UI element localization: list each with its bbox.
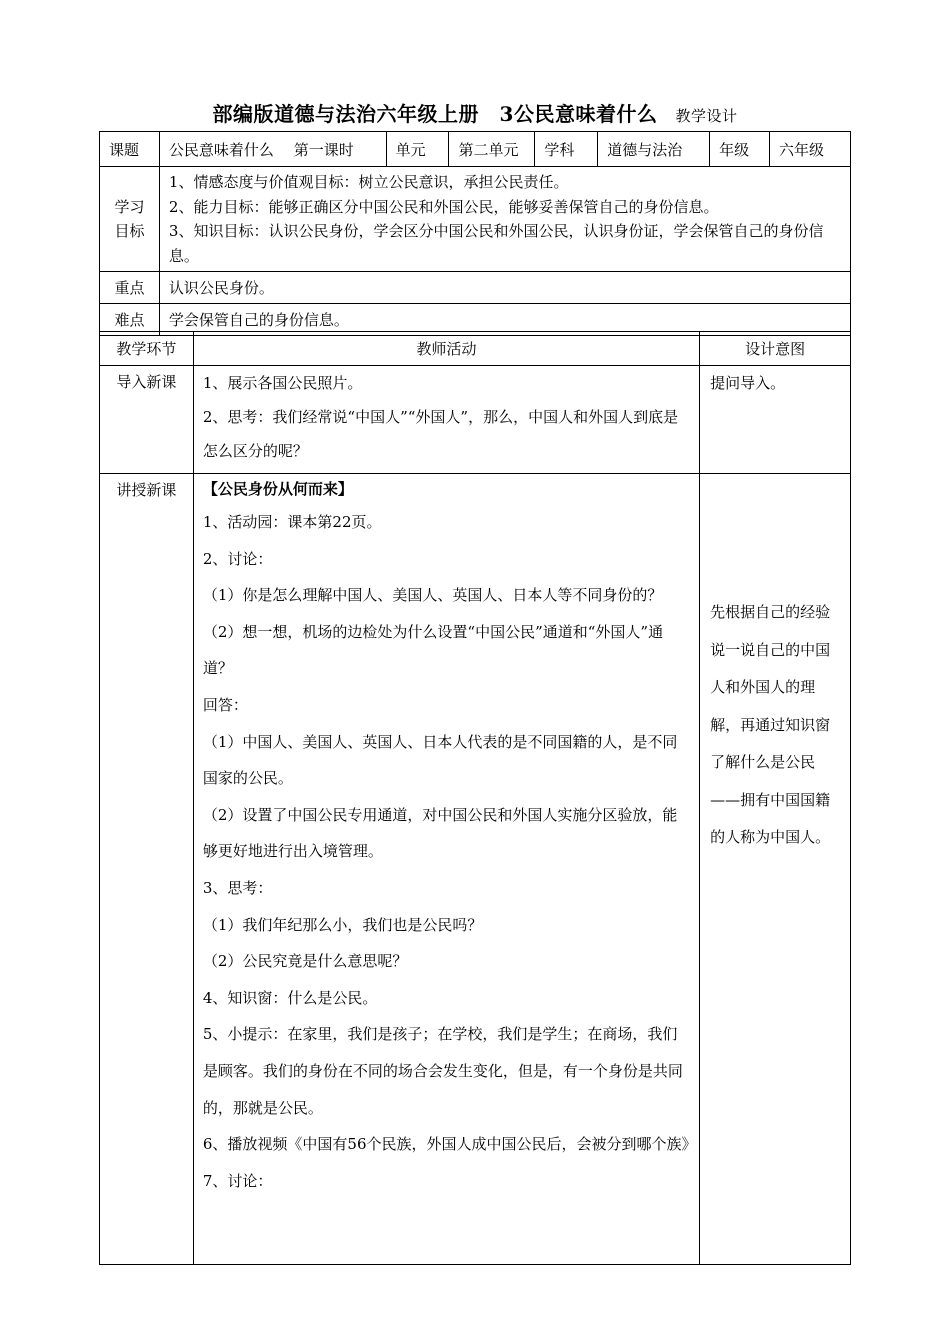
header-design-intent: 设计意图	[700, 332, 851, 366]
goal-item: 1、情感态度与价值观目标：树立公民意识，承担公民责任。	[168, 173, 569, 191]
unit-label: 单元	[386, 132, 449, 167]
activity-line: 3、思考：	[202, 878, 273, 897]
goals-list	[159, 167, 850, 272]
plan-row-intro	[100, 366, 851, 474]
lecture-intent: 先根据自己的经验说一说自己的中国人和外国人的理解，再通过知识窗了解什么是公民——拥有中国国籍的人称为中国人。	[700, 474, 851, 1265]
activity-line: （2）设置了中国公民专用通道，对中国公民和外国人实施分区验放，能够更好地进行出入境管理。	[202, 805, 678, 861]
goal-item: 3、知识目标：认识公民身份，学会区分中国公民和外国公民，认识身份证，学会保管自己的身份信息。	[168, 222, 824, 265]
info-row-topic	[100, 132, 851, 167]
topic-label: 课题	[100, 132, 160, 167]
intro-activities	[193, 366, 699, 474]
activity-line: 1、展示各国公民照片。	[202, 374, 363, 392]
goals-label	[100, 167, 160, 272]
goals-label-line-2: 目标	[114, 222, 145, 240]
goals-label-line-1: 学习	[114, 198, 145, 216]
lesson-info-table	[99, 131, 851, 336]
difficulty-value: 学会保管自己的身份信息。	[159, 304, 850, 336]
section-title: 【公民身份从何而来】	[202, 480, 353, 498]
plan-row-lecture	[100, 474, 851, 1265]
activity-line: （1）你是怎么理解中国人、美国人、英国人、日本人等不同身份的？	[202, 586, 663, 605]
unit-value: 第二单元	[449, 132, 535, 167]
activity-line: （2）公民究竟是什么意思呢？	[202, 952, 408, 971]
activity-line: 6、播放视频《中国有56个民族，外国人成中国公民后，会被分到哪个族》	[202, 1135, 697, 1154]
subject-value: 道德与法治	[598, 132, 710, 167]
document-title	[0, 98, 950, 127]
activity-line: 7、讨论：	[202, 1171, 273, 1190]
header-teacher-activity: 教师活动	[193, 332, 699, 366]
topic-value: 公民意味着什么 第一课时	[159, 132, 386, 167]
teaching-plan-table	[99, 331, 851, 1265]
subject-label: 学科	[535, 132, 598, 167]
activity-line: 2、讨论：	[202, 549, 273, 568]
grade-label: 年级	[710, 132, 770, 167]
activity-line: 2、思考：我们经常说“中国人”“外国人”，那么，中国人和外国人到底是怎么区分的呢？	[202, 408, 679, 460]
info-row-key	[100, 272, 851, 304]
grade-value: 六年级	[770, 132, 851, 167]
activity-line: （1）中国人、美国人、英国人、日本人代表的是不同国籍的人，是不同国家的公民。	[202, 732, 678, 788]
activity-line: 4、知识窗：什么是公民。	[202, 988, 378, 1007]
activity-line: 5、小提示：在家里，我们是孩子；在学校，我们是学生；在商场，我们是顾客。我们的身份在不同的场合会发生变化，但是，有一个身份是共同的，那就是公民。	[202, 1025, 683, 1117]
goal-item: 2、能力目标：能够正确区分中国公民和外国公民，能够妥善保管自己的身份信息。	[168, 197, 719, 216]
lecture-activities	[193, 474, 699, 1265]
activity-line: 1、活动园：课本第22页。	[202, 513, 382, 531]
difficulty-label: 难点	[100, 304, 160, 336]
activity-line: （1）我们年纪那么小，我们也是公民吗？	[202, 915, 483, 934]
title-main: 部编版道德与法治六年级上册 3公民意味着什么	[212, 102, 658, 126]
intro-intent: 提问导入。	[700, 366, 851, 474]
activity-line: 回答：	[202, 695, 248, 714]
title-subtitle: 教学设计	[675, 107, 738, 125]
header-stage: 教学环节	[100, 332, 194, 366]
plan-header-row	[100, 332, 851, 366]
key-label: 重点	[100, 272, 160, 304]
activity-line: （2）想一想，机场的边检处为什么设置“中国公民”通道和“外国人”通道？	[202, 622, 664, 678]
info-row-goals	[100, 167, 851, 272]
key-value: 认识公民身份。	[159, 272, 850, 304]
lecture-stage: 讲授新课	[100, 474, 194, 1265]
intro-stage: 导入新课	[100, 366, 194, 474]
